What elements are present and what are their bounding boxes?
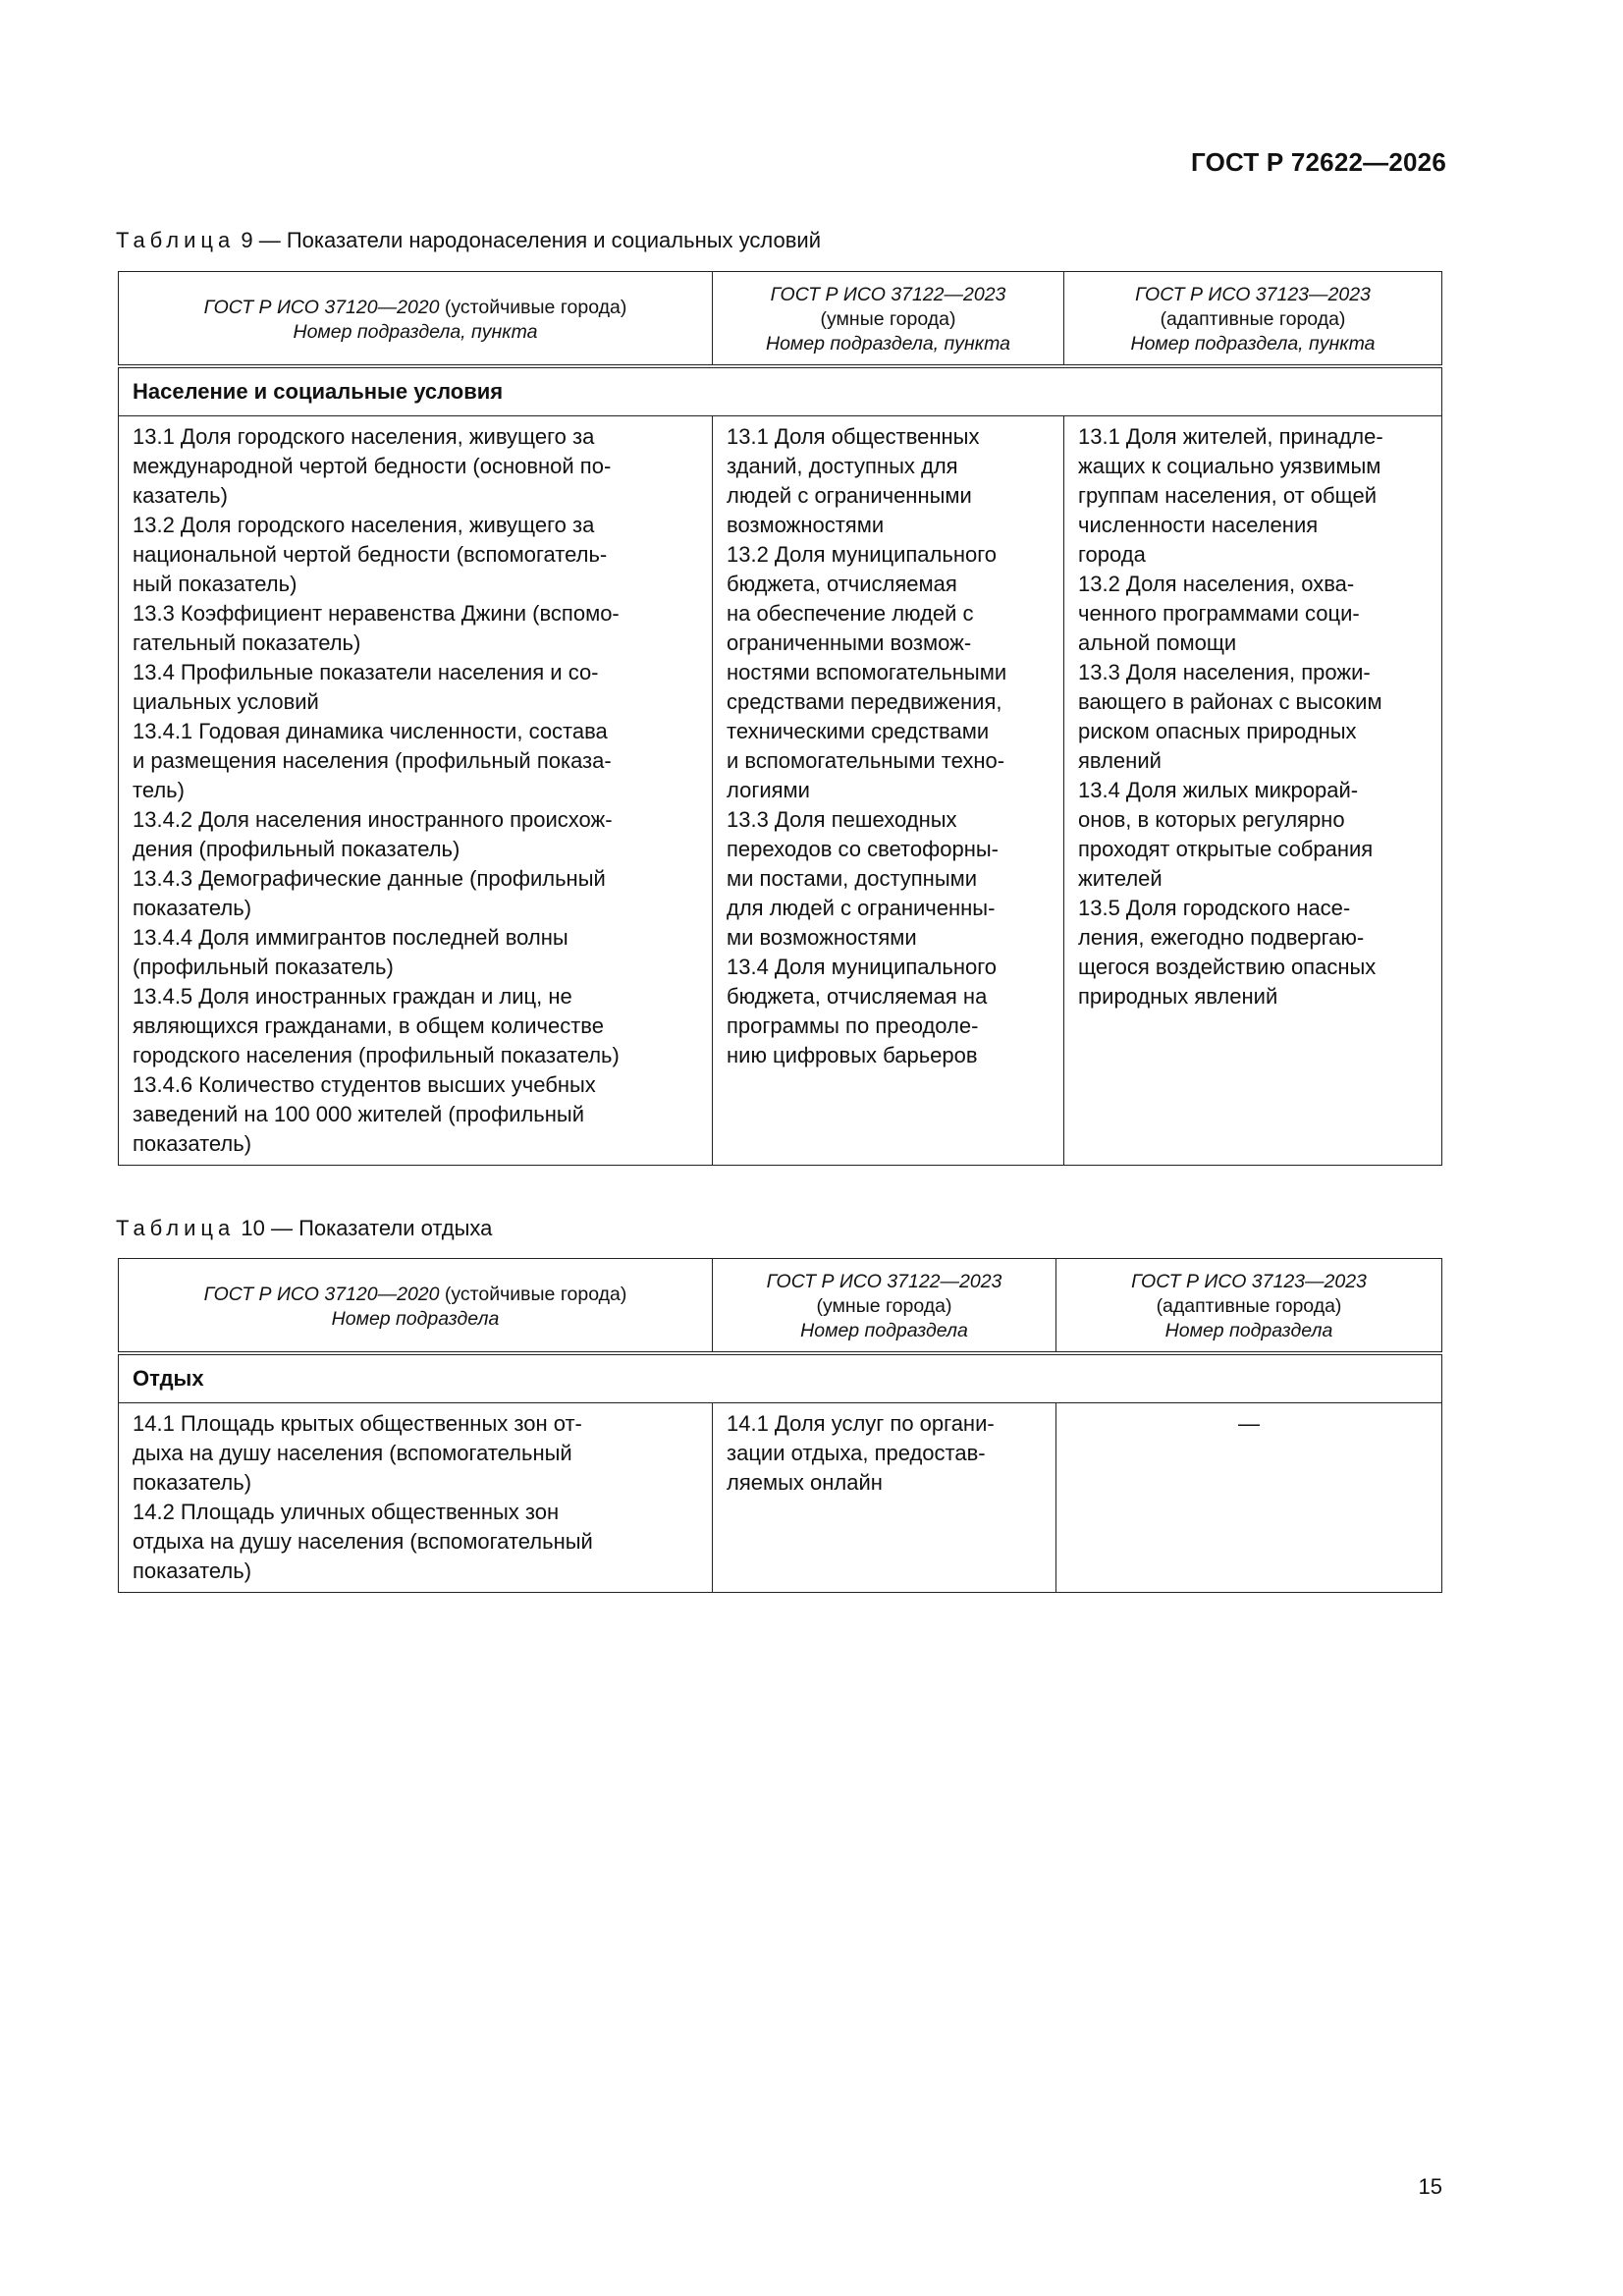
- table-10-caption-word: Таблица: [116, 1216, 236, 1240]
- cell-text-line: 13.1 Доля общественных: [727, 423, 980, 449]
- header-desc: (адаптивные города): [1156, 1295, 1342, 1318]
- cell-text-line: ностями вспомогательными: [727, 659, 1007, 684]
- cell-text-line: 13.4 Профильные показатели населения и со-: [133, 659, 599, 684]
- cell-text-line: 13.2 Доля населения, охва-: [1078, 571, 1355, 596]
- cell-text-line: переходов со светофорны-: [727, 836, 999, 861]
- header-std: ГОСТ Р ИСО 37123—2023: [1135, 284, 1371, 306]
- cell-text-line: щегося воздействию опасных: [1078, 954, 1377, 979]
- table-10-col3-cell: —: [1056, 1402, 1442, 1592]
- cell-text-line: 13.3 Доля пешеходных: [727, 806, 957, 832]
- table-10-caption-text: 10 — Показатели отдыха: [235, 1216, 493, 1240]
- cell-text-line: 13.4.1 Годовая динамика численности, состава: [133, 718, 608, 743]
- cell-text-line: людей с ограниченными: [727, 482, 972, 508]
- table-9-header-col2: [713, 272, 1064, 366]
- cell-text-line: 13.4.5 Доля иностранных граждан и лиц, не: [133, 983, 572, 1009]
- cell-text-line: показатель): [133, 1130, 252, 1156]
- table-9-header-row: [119, 272, 1442, 366]
- cell-text-line: 13.1 Доля городского населения, живущего за: [133, 423, 595, 449]
- cell-text-line: (профильный показатель): [133, 954, 394, 979]
- cell-text-line: техническими средствами: [727, 718, 990, 743]
- table-9-col1-cell: [119, 415, 713, 1165]
- cell-text-line: дыха на душу населения (вспомогательный: [133, 1440, 572, 1465]
- cell-text-line: ми возможностями: [727, 924, 917, 950]
- cell-text-line: 13.4 Доля жилых микрорай-: [1078, 777, 1359, 802]
- header-sub: Номер подраздела: [1164, 1320, 1333, 1342]
- cell-text-line: средствами передвижения,: [727, 688, 1002, 714]
- table-9-caption: [116, 228, 821, 253]
- table-10-section-title: Отдых: [119, 1353, 1442, 1403]
- header-std: ГОСТ Р ИСО 37120—2020: [203, 1283, 440, 1305]
- cell-text-line: 14.2 Площадь уличных общественных зон: [133, 1499, 560, 1524]
- cell-text-line: ми постами, доступными: [727, 865, 978, 891]
- table-9: [118, 271, 1442, 1166]
- table-9-section-row: [119, 366, 1442, 416]
- table-10-col2-cell: [713, 1402, 1056, 1592]
- table-9-caption-word: Таблица: [116, 228, 236, 252]
- cell-text-line: тель): [133, 777, 185, 802]
- cell-text-line: бюджета, отчисляемая на: [727, 983, 988, 1009]
- table-10-header-col3: [1056, 1259, 1442, 1353]
- cell-text-line: города: [1078, 541, 1146, 567]
- cell-text-line: ляемых онлайн: [727, 1469, 883, 1495]
- cell-text-line: численности населения: [1078, 512, 1319, 537]
- cell-text-line: 13.4.6 Количество студентов высших учебных: [133, 1071, 596, 1097]
- cell-text-line: отдыха на душу населения (вспомогательный: [133, 1528, 593, 1554]
- cell-text-line: для людей с ограниченны-: [727, 895, 996, 920]
- header-sub: Номер подраздела, пункта: [293, 320, 538, 343]
- cell-text-line: зации отдыха, предостав-: [727, 1440, 986, 1465]
- cell-text-line: 14.1 Доля услуг по органи-: [727, 1410, 995, 1436]
- cell-text-line: 13.4.2 Доля населения иностранного происхож-: [133, 806, 613, 832]
- cell-text-line: 14.1 Площадь крытых общественных зон от-: [133, 1410, 582, 1436]
- cell-text-line: вающего в районах с высоким: [1078, 688, 1382, 714]
- cell-text-line: дения (профильный показатель): [133, 836, 460, 861]
- cell-text-line: нию цифровых барьеров: [727, 1042, 978, 1067]
- cell-text-line: 13.4.4 Доля иммигрантов последней волны: [133, 924, 568, 950]
- table-10-body-row: [119, 1402, 1442, 1592]
- header-desc: (умные города): [820, 308, 956, 331]
- table-10-header-col1: [119, 1259, 713, 1353]
- cell-text-line: возможностями: [727, 512, 885, 537]
- cell-text-line: на обеспечение людей с: [727, 600, 974, 626]
- table-10-header-col2: [713, 1259, 1056, 1353]
- cell-text-line: ограниченными возмож-: [727, 629, 972, 655]
- table-10-caption: [116, 1216, 492, 1241]
- cell-text-line: и размещения населения (профильный показа-: [133, 747, 612, 773]
- cell-text-line: международной чертой бедности (основной по-: [133, 453, 612, 478]
- cell-text-line: заведений на 100 000 жителей (профильный: [133, 1101, 585, 1126]
- cell-text-line: онов, в которых регулярно: [1078, 806, 1345, 832]
- table-10-section-row: [119, 1353, 1442, 1403]
- table-9-col2-cell: [713, 415, 1064, 1165]
- cell-text-line: и вспомогательными техно-: [727, 747, 1005, 773]
- cell-text-line: жащих к социально уязвимым: [1078, 453, 1381, 478]
- cell-text-line: показатель): [133, 1469, 252, 1495]
- cell-text-line: логиями: [727, 777, 810, 802]
- cell-text-line: циальных условий: [133, 688, 319, 714]
- document-code: ГОСТ Р 72622—2026: [1191, 147, 1446, 177]
- cell-text-line: жителей: [1078, 865, 1163, 891]
- cell-text-line: программы по преодоле-: [727, 1012, 979, 1038]
- cell-text-line: являющихся гражданами, в общем количестве: [133, 1012, 604, 1038]
- cell-text-line: показатель): [133, 895, 252, 920]
- header-desc: (умные города): [816, 1295, 952, 1318]
- table-9-caption-text: 9 — Показатели народонаселения и социальных условий: [235, 228, 821, 252]
- cell-text-line: показатель): [133, 1558, 252, 1583]
- cell-text-line: группам населения, от общей: [1078, 482, 1378, 508]
- cell-text-line: риском опасных природных: [1078, 718, 1357, 743]
- cell-text-line: казатель): [133, 482, 228, 508]
- table-9-col3-cell: [1064, 415, 1442, 1165]
- header-sub: Номер подраздела, пункта: [1130, 333, 1376, 355]
- cell-text-line: 13.3 Доля населения, прожи-: [1078, 659, 1371, 684]
- table-10: [118, 1258, 1442, 1593]
- page-number: 15: [1418, 2174, 1442, 2199]
- header-std: ГОСТ Р ИСО 37122—2023: [770, 284, 1006, 306]
- table-9-body-row: [119, 415, 1442, 1165]
- cell-text-line: бюджета, отчисляемая: [727, 571, 957, 596]
- cell-text-line: ченного программами соци-: [1078, 600, 1360, 626]
- cell-text-line: 13.2 Доля муниципального: [727, 541, 997, 567]
- header-desc: (адаптивные города): [1160, 308, 1346, 331]
- table-9-header-col3: [1064, 272, 1442, 366]
- table-10-header-row: [119, 1259, 1442, 1353]
- header-desc: (устойчивые города): [439, 1283, 627, 1305]
- cell-text-line: ления, ежегодно подвергаю-: [1078, 924, 1365, 950]
- table-10-col1-cell: [119, 1402, 713, 1592]
- cell-text-line: 13.4.3 Демографические данные (профильный: [133, 865, 606, 891]
- header-sub: Номер подраздела: [800, 1320, 968, 1342]
- cell-text-line: 13.5 Доля городского насе-: [1078, 895, 1351, 920]
- header-std: ГОСТ Р ИСО 37123—2023: [1131, 1271, 1367, 1293]
- cell-text-line: 13.4 Доля муниципального: [727, 954, 997, 979]
- table-9-section-title: Население и социальные условия: [119, 366, 1442, 416]
- cell-text-line: гательный показатель): [133, 629, 361, 655]
- cell-text-line: городского населения (профильный показатель): [133, 1042, 620, 1067]
- cell-text-line: проходят открытые собрания: [1078, 836, 1374, 861]
- cell-text-line: природных явлений: [1078, 983, 1278, 1009]
- cell-text-line: альной помощи: [1078, 629, 1237, 655]
- table-9-header-col1: [119, 272, 713, 366]
- cell-text-line: ный показатель): [133, 571, 298, 596]
- cell-text-line: явлений: [1078, 747, 1162, 773]
- header-sub: Номер подраздела: [331, 1307, 500, 1330]
- cell-text-line: 13.3 Коэффициент неравенства Джини (вспомо-: [133, 600, 620, 626]
- cell-text-line: 13.1 Доля жителей, принадле-: [1078, 423, 1383, 449]
- header-std: ГОСТ Р ИСО 37122—2023: [766, 1271, 1002, 1293]
- header-desc: (устойчивые города): [439, 296, 627, 318]
- cell-text-line: зданий, доступных для: [727, 453, 958, 478]
- header-sub: Номер подраздела, пункта: [765, 333, 1011, 355]
- cell-text-line: 13.2 Доля городского населения, живущего за: [133, 512, 595, 537]
- cell-text-line: национальной чертой бедности (вспомогатель-: [133, 541, 608, 567]
- header-std: ГОСТ Р ИСО 37120—2020: [203, 296, 440, 318]
